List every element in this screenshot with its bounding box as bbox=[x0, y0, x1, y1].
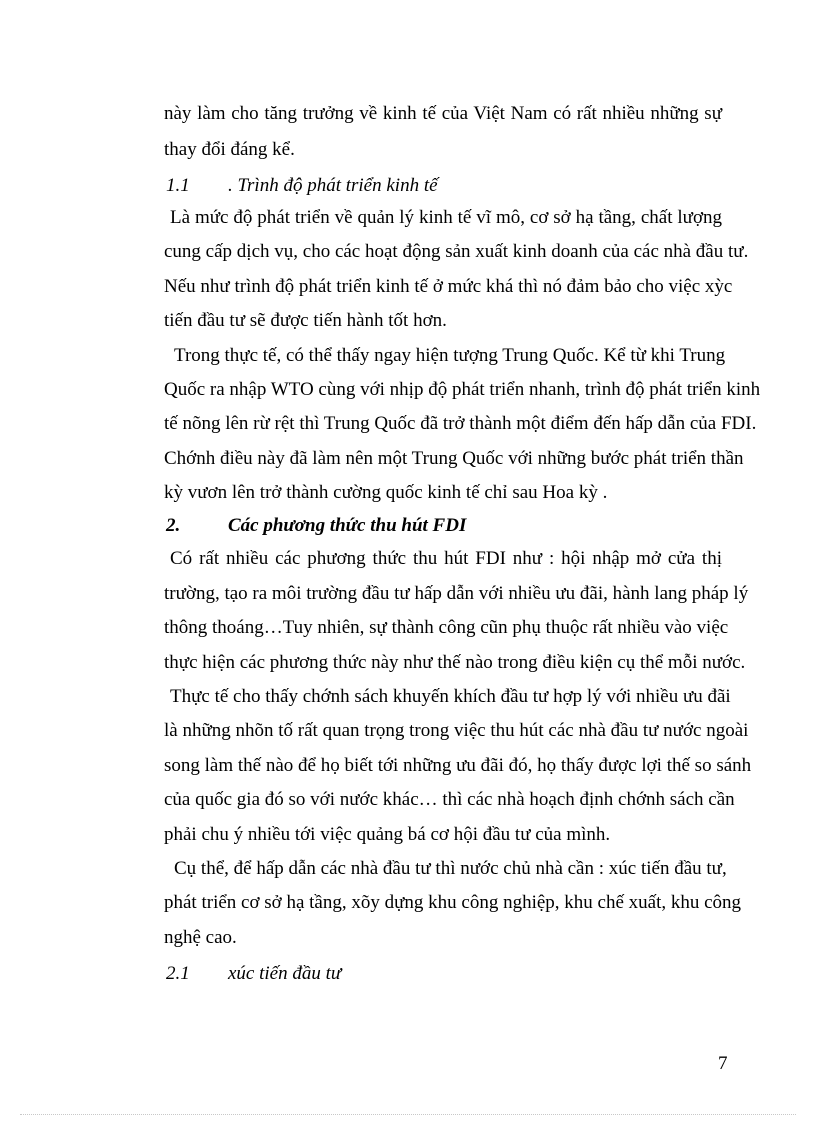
text-line: Thực tế cho thấy chớnh sách khuyến khích đầu tư hợp lý với nhiều ưu đãi bbox=[170, 686, 731, 707]
text-line: Nếu như trình độ phát triển kinh tế ở mức khá thì nó đảm bảo cho việc xỳc bbox=[164, 276, 733, 297]
section-heading: Các phương thức thu hút FDI bbox=[228, 515, 467, 536]
text-line: Cụ thể, để hấp dẫn các nhà đầu tư thì nước chủ nhà cần : xúc tiến đầu tư, bbox=[174, 858, 727, 879]
section-number: 2. bbox=[166, 515, 181, 536]
text-line: thay đổi đáng kể. bbox=[164, 139, 295, 160]
text-line: Chớnh điều này đã làm nên một Trung Quốc với những bước phát triển thần bbox=[164, 448, 744, 469]
text-line: song làm thế nào để họ biết tới những ưu đãi đó, họ thấy được lợi thế so sánh bbox=[164, 755, 752, 776]
text-line: phải chu ý nhiều tới việc quảng bá cơ hội đầu tư của mình. bbox=[164, 824, 611, 845]
text-line: trường, tạo ra môi trường đầu tư hấp dẫn với nhiều ưu đãi, hành lang pháp lý bbox=[164, 583, 749, 604]
text-line: tiến đầu tư sẽ được tiến hành tốt hơn. bbox=[164, 310, 447, 331]
text-line: Trong thực tế, có thể thấy ngay hiện tượng Trung Quốc. Kể từ khi Trung bbox=[174, 345, 726, 366]
text-line: phát triển cơ sở hạ tầng, xõy dựng khu công nghiệp, khu chế xuất, khu công bbox=[164, 892, 742, 913]
text-line: này làm cho tăng trưởng về kinh tế của Việt Nam có rất nhiều những sự bbox=[164, 103, 722, 124]
text-line: tế nõng lên rừ rệt thì Trung Quốc đã trở thành một điểm đến hấp dẫn của FDI. bbox=[164, 413, 757, 434]
text-line: thực hiện các phương thức này như thế nào trong điều kiện cụ thể mỗi nước. bbox=[164, 652, 746, 673]
text-line: nghệ cao. bbox=[164, 927, 237, 948]
section-number: 2.1 bbox=[166, 963, 190, 984]
footer-divider bbox=[20, 1114, 796, 1115]
text-line: Quốc ra nhập WTO cùng với nhịp độ phát triển nhanh, trình độ phát triển kinh bbox=[164, 379, 761, 400]
section-heading: xúc tiến đầu tư bbox=[228, 963, 342, 984]
text-line: thông thoáng…Tuy nhiên, sự thành công cũn phụ thuộc rất nhiều vào việc bbox=[164, 617, 729, 638]
text-line: Có rất nhiều các phương thức thu hút FDI như : hội nhập mở cửa thị bbox=[170, 548, 722, 569]
section-heading: . Trình độ phát triển kinh tế bbox=[228, 175, 438, 196]
text-line: là những nhõn tố rất quan trọng trong việc thu hút các nhà đầu tư nước ngoài bbox=[164, 720, 749, 741]
text-line: Là mức độ phát triển về quản lý kinh tế vĩ mô, cơ sở hạ tầng, chất lượng bbox=[170, 207, 722, 228]
text-line: cung cấp dịch vụ, cho các hoạt động sản xuất kinh doanh của các nhà đầu tư. bbox=[164, 241, 749, 262]
section-number: 1.1 bbox=[166, 175, 190, 196]
text-line: của quốc gia đó so với nước khác… thì các nhà hoạch định chớnh sách cần bbox=[164, 789, 735, 810]
page-number: 7 bbox=[718, 1053, 728, 1074]
text-line: kỳ vươn lên trở thành cường quốc kinh tế chỉ sau Hoa kỳ . bbox=[164, 482, 608, 503]
